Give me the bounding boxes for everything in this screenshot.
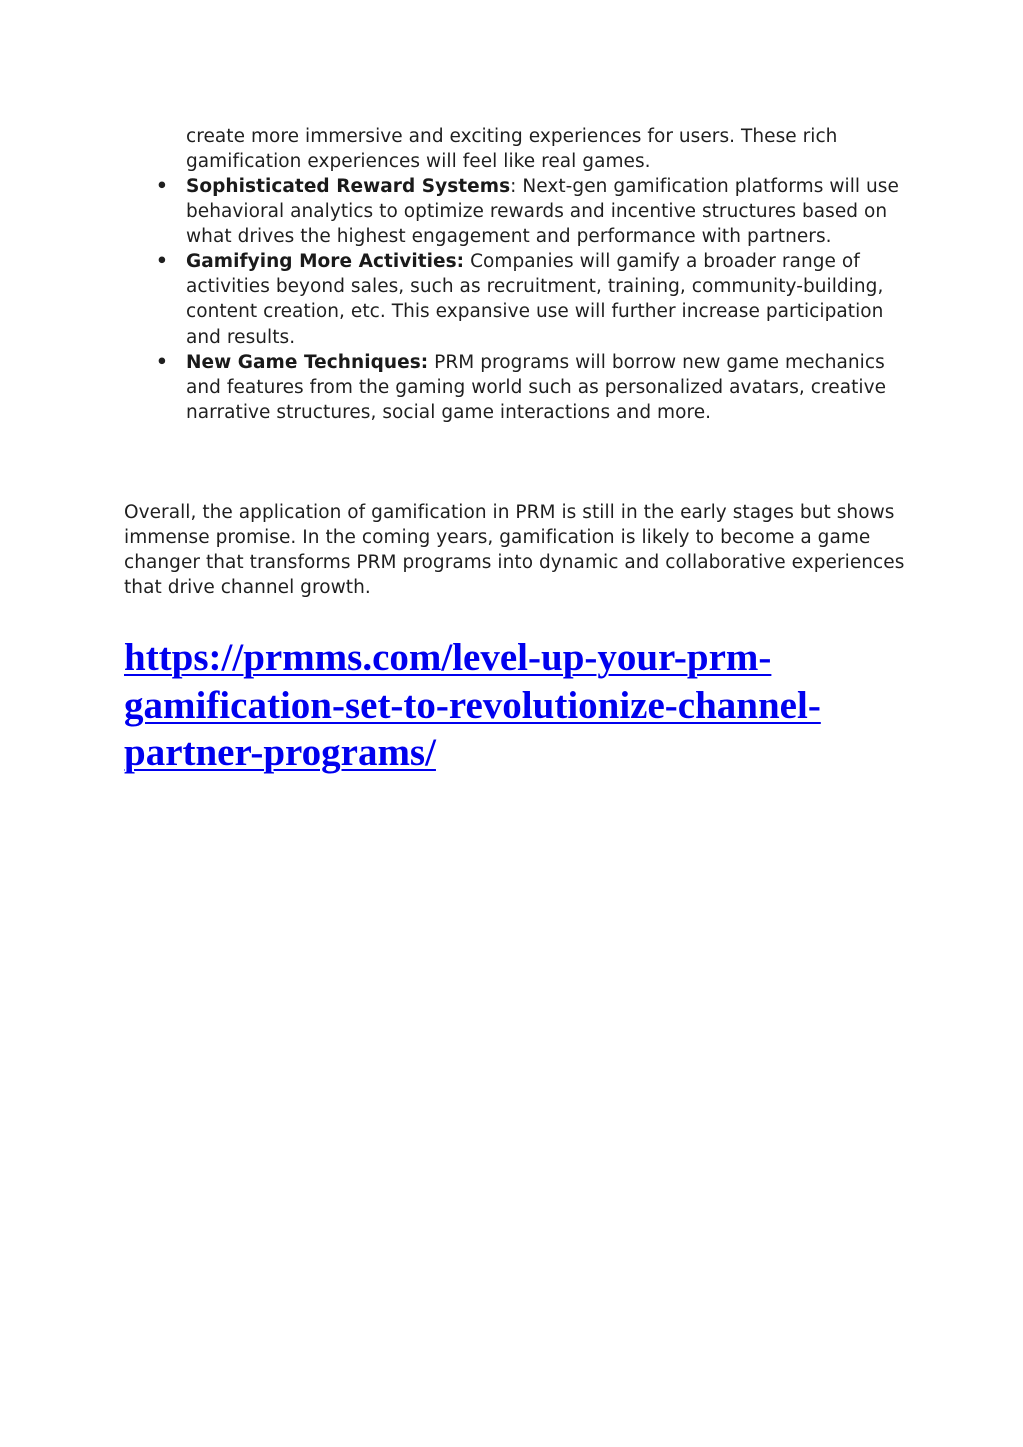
source-link-line-2: gamification-set-to-revolutionize-channel- [124, 683, 821, 727]
bullet-separator: : [510, 176, 523, 197]
list-item-continuation [186, 124, 916, 174]
list-item [124, 350, 916, 425]
bullet-text: PRM programs will borrow new game mechanics and features from the gaming world such as personalized avatars, creative narrative structures, social game interactions and more. [186, 351, 887, 423]
bullet-title: Gamifying More Activities: [186, 251, 465, 273]
source-link-block [124, 634, 924, 777]
bullet-text: Next-gen gamification platforms will use behavioral analytics to optimize rewards and incentive structures based on what drives the highest engagement and performance with partners. [186, 176, 899, 248]
bullet-text: Companies will gamify a broader range of activities beyond sales, such as recruitment, training, community-building, content creation, etc. This expansive use will further increase participation and results. [186, 251, 884, 348]
bullet-icon: • [156, 351, 168, 373]
summary-paragraph: Overall, the application of gamification in PRM is still in the early stages but shows immense promise. In the coming years, gamification is likely to become a game changer that transforms PRM programs into dynamic and collaborative experiences that drive channel growth. [124, 502, 905, 599]
bullet-title: Sophisticated Reward Systems [186, 176, 511, 197]
source-link[interactable] [124, 634, 924, 777]
trend-bullet-list [124, 174, 916, 425]
bullet-title: New Game Techniques: [186, 351, 429, 373]
source-link-line-3: partner-programs/ [124, 731, 436, 774]
continuation-line-2: gamification experiences will feel like real games. [186, 151, 651, 173]
bullet-icon: • [156, 251, 168, 273]
list-item [124, 249, 916, 349]
source-link-line-1: https://prmms.com/level-up-your-prm- [124, 636, 772, 679]
list-item [124, 174, 916, 249]
continuation-line-1: create more immersive and exciting experiences for users. These rich [186, 126, 838, 147]
bullet-icon: • [156, 176, 168, 197]
